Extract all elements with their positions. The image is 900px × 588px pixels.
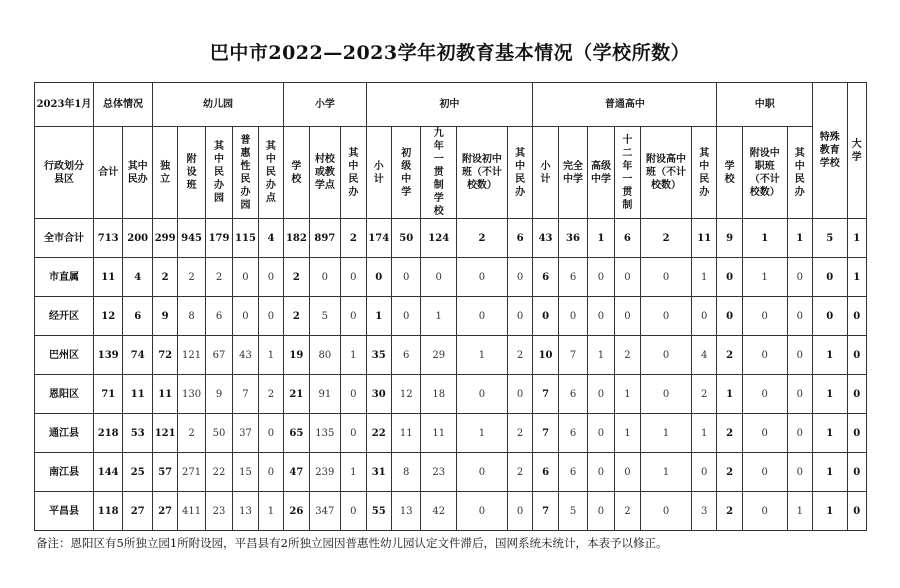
table-cell: 6 bbox=[558, 258, 587, 297]
table-cell: 43 bbox=[533, 219, 558, 258]
group-special bbox=[813, 83, 848, 219]
table-cell: 2 bbox=[507, 453, 532, 492]
table-cell: 0 bbox=[457, 375, 508, 414]
table-cell: 1 bbox=[813, 492, 848, 531]
table-cell: 0 bbox=[717, 258, 742, 297]
table-cell: 299 bbox=[152, 219, 177, 258]
table-cell: 1 bbox=[421, 297, 457, 336]
table-cell: 2 bbox=[717, 453, 742, 492]
table-cell: 0 bbox=[641, 336, 692, 375]
table-cell: 6 bbox=[205, 297, 232, 336]
table-cell: 713 bbox=[93, 219, 122, 258]
table-cell: 0 bbox=[847, 336, 866, 375]
table-cell: 11 bbox=[691, 219, 716, 258]
table-cell: 1 bbox=[588, 336, 614, 375]
table-cell: 6 bbox=[558, 375, 587, 414]
table-cell: 31 bbox=[366, 453, 391, 492]
table-cell: 7 bbox=[533, 375, 558, 414]
table-cell: 179 bbox=[205, 219, 232, 258]
table-cell: 0 bbox=[341, 492, 366, 531]
table-cell: 0 bbox=[847, 492, 866, 531]
column-header-label: 小计 bbox=[373, 160, 384, 185]
table-cell: 124 bbox=[421, 219, 457, 258]
column-header bbox=[691, 127, 716, 219]
column-header-label: 其中民办园 bbox=[214, 141, 225, 204]
table-cell: 19 bbox=[284, 336, 309, 375]
table-cell: 23 bbox=[421, 453, 457, 492]
table-cell: 53 bbox=[123, 414, 152, 453]
region-name: 平昌县 bbox=[35, 492, 94, 531]
table-cell: 1 bbox=[813, 453, 848, 492]
column-header bbox=[178, 127, 205, 219]
table-cell: 0 bbox=[258, 258, 283, 297]
table-row bbox=[35, 453, 867, 492]
table-cell: 0 bbox=[717, 297, 742, 336]
table-cell: 2 bbox=[507, 414, 532, 453]
table-cell: 30 bbox=[366, 375, 391, 414]
table-row bbox=[35, 219, 867, 258]
table-cell: 11 bbox=[123, 375, 152, 414]
column-header bbox=[93, 127, 122, 219]
table-cell: 1 bbox=[691, 258, 716, 297]
table-cell: 12 bbox=[93, 297, 122, 336]
table-cell: 91 bbox=[309, 375, 341, 414]
table-cell: 27 bbox=[123, 492, 152, 531]
column-header-label: 学校 bbox=[724, 160, 735, 185]
table-cell: 2 bbox=[717, 414, 742, 453]
table-cell: 174 bbox=[366, 219, 391, 258]
table-cell: 0 bbox=[258, 297, 283, 336]
table-cell: 7 bbox=[233, 375, 258, 414]
group-vocational: 中职 bbox=[717, 83, 813, 127]
region-name: 经开区 bbox=[35, 297, 94, 336]
table-cell: 0 bbox=[588, 414, 614, 453]
table-cell: 1 bbox=[813, 375, 848, 414]
table-cell: 6 bbox=[533, 258, 558, 297]
table-cell: 2 bbox=[614, 336, 640, 375]
region-label: 行政划分县区 bbox=[43, 160, 84, 185]
table-cell: 130 bbox=[178, 375, 205, 414]
column-header-label: 其中民办 bbox=[794, 147, 805, 198]
column-header-label: 普惠性民办园 bbox=[240, 134, 251, 211]
table-cell: 1 bbox=[847, 219, 866, 258]
table-cell: 8 bbox=[391, 453, 420, 492]
table-cell: 0 bbox=[813, 258, 848, 297]
column-header bbox=[588, 127, 614, 219]
table-cell: 1 bbox=[614, 414, 640, 453]
table-cell: 0 bbox=[366, 258, 391, 297]
table-cell: 0 bbox=[533, 297, 558, 336]
table-cell: 0 bbox=[588, 453, 614, 492]
page-title: 巴中市2022—2023学年初教育基本情况（学校所数） bbox=[209, 42, 691, 64]
table-cell: 50 bbox=[205, 414, 232, 453]
table-cell: 0 bbox=[341, 297, 366, 336]
table-cell: 35 bbox=[366, 336, 391, 375]
table-cell: 26 bbox=[284, 492, 309, 531]
table-cell: 47 bbox=[284, 453, 309, 492]
table-cell: 2 bbox=[178, 258, 205, 297]
table-cell: 10 bbox=[533, 336, 558, 375]
table-cell: 0 bbox=[457, 453, 508, 492]
table-cell: 0 bbox=[341, 414, 366, 453]
table-cell: 0 bbox=[847, 375, 866, 414]
special-label: 特殊教育学校 bbox=[819, 132, 840, 169]
group-senior: 普通高中 bbox=[533, 83, 717, 127]
region-name: 恩阳区 bbox=[35, 375, 94, 414]
table-cell: 4 bbox=[258, 219, 283, 258]
table-cell: 50 bbox=[391, 219, 420, 258]
group-kindergarten: 幼儿园 bbox=[152, 83, 283, 127]
column-header-label: 其中民办 bbox=[127, 160, 148, 185]
table-cell: 0 bbox=[813, 297, 848, 336]
column-header-label: 完全中学 bbox=[563, 160, 583, 185]
table-cell: 9 bbox=[717, 219, 742, 258]
table-cell: 239 bbox=[309, 453, 341, 492]
table-cell: 29 bbox=[421, 336, 457, 375]
table-cell: 0 bbox=[847, 297, 866, 336]
table-cell: 6 bbox=[391, 336, 420, 375]
column-header-label: 附设高中班（不计校数） bbox=[646, 154, 687, 191]
table-cell: 2 bbox=[258, 375, 283, 414]
table-cell: 2 bbox=[341, 219, 366, 258]
column-header bbox=[205, 127, 232, 219]
column-header-label: 高级中学 bbox=[590, 160, 611, 185]
table-cell: 2 bbox=[205, 258, 232, 297]
column-header-label: 其中民办 bbox=[699, 147, 710, 198]
table-cell: 2 bbox=[178, 414, 205, 453]
table-cell: 1 bbox=[258, 492, 283, 531]
table-cell: 411 bbox=[178, 492, 205, 531]
table-cell: 74 bbox=[123, 336, 152, 375]
table-cell: 1 bbox=[787, 492, 812, 531]
table-cell: 1 bbox=[341, 336, 366, 375]
table-cell: 37 bbox=[233, 414, 258, 453]
table-cell: 0 bbox=[641, 258, 692, 297]
table-cell: 0 bbox=[457, 258, 508, 297]
group-junior: 初中 bbox=[366, 83, 533, 127]
table-cell: 0 bbox=[787, 414, 812, 453]
table-cell: 897 bbox=[309, 219, 341, 258]
header-row-groups bbox=[35, 83, 867, 127]
region-name: 通江县 bbox=[35, 414, 94, 453]
table-cell: 0 bbox=[507, 258, 532, 297]
column-header bbox=[152, 127, 177, 219]
table-cell: 2 bbox=[717, 492, 742, 531]
table-cell: 7 bbox=[533, 492, 558, 531]
column-header-label: 其中民办 bbox=[348, 147, 359, 198]
table-cell: 118 bbox=[93, 492, 122, 531]
table-cell: 7 bbox=[533, 414, 558, 453]
table-cell: 18 bbox=[421, 375, 457, 414]
table-cell: 22 bbox=[205, 453, 232, 492]
table-cell: 0 bbox=[691, 297, 716, 336]
table-row bbox=[35, 258, 867, 297]
column-header bbox=[457, 127, 508, 219]
table-cell: 0 bbox=[614, 258, 640, 297]
table-cell: 0 bbox=[742, 453, 787, 492]
table-cell: 43 bbox=[233, 336, 258, 375]
table-cell: 1 bbox=[813, 336, 848, 375]
table-cell: 0 bbox=[787, 375, 812, 414]
table-cell: 144 bbox=[93, 453, 122, 492]
table-cell: 4 bbox=[123, 258, 152, 297]
table-cell: 55 bbox=[366, 492, 391, 531]
table-cell: 11 bbox=[93, 258, 122, 297]
column-header-label: 附设中职班（不计校数） bbox=[749, 147, 780, 198]
table-cell: 12 bbox=[391, 375, 420, 414]
table-cell: 0 bbox=[341, 375, 366, 414]
table-cell: 6 bbox=[533, 453, 558, 492]
column-header bbox=[507, 127, 532, 219]
table-cell: 5 bbox=[558, 492, 587, 531]
table-cell: 0 bbox=[614, 297, 640, 336]
table-cell: 0 bbox=[457, 492, 508, 531]
table-cell: 1 bbox=[341, 453, 366, 492]
table-cell: 945 bbox=[178, 219, 205, 258]
table-row bbox=[35, 375, 867, 414]
table-cell: 2 bbox=[284, 297, 309, 336]
table-cell: 1 bbox=[457, 414, 508, 453]
column-header bbox=[284, 127, 309, 219]
table-cell: 11 bbox=[152, 375, 177, 414]
table-cell: 0 bbox=[742, 297, 787, 336]
table-cell: 1 bbox=[258, 336, 283, 375]
table-cell: 135 bbox=[309, 414, 341, 453]
table-cell: 139 bbox=[93, 336, 122, 375]
table-cell: 0 bbox=[641, 375, 692, 414]
table-cell: 71 bbox=[93, 375, 122, 414]
table-cell: 0 bbox=[391, 297, 420, 336]
footnote: 备注：恩阳区有5所独立园1所附设园，平昌县有2所独立园因普惠性幼儿园认定文件滞后，国网系统未统计，本表予以修正。 bbox=[36, 536, 668, 550]
table-cell: 9 bbox=[205, 375, 232, 414]
statistics-table bbox=[34, 82, 867, 531]
column-header bbox=[309, 127, 341, 219]
table-cell: 5 bbox=[309, 297, 341, 336]
column-header bbox=[366, 127, 391, 219]
table-cell: 0 bbox=[507, 375, 532, 414]
table-cell: 200 bbox=[123, 219, 152, 258]
table-row bbox=[35, 297, 867, 336]
table-cell: 7 bbox=[558, 336, 587, 375]
table-cell: 1 bbox=[641, 414, 692, 453]
table-cell: 0 bbox=[641, 492, 692, 531]
table-cell: 1 bbox=[614, 375, 640, 414]
table-cell: 0 bbox=[258, 453, 283, 492]
year-header: 2023年1月 bbox=[35, 83, 94, 127]
table-cell: 0 bbox=[233, 297, 258, 336]
table-cell: 1 bbox=[787, 219, 812, 258]
table-cell: 65 bbox=[284, 414, 309, 453]
column-header bbox=[258, 127, 283, 219]
group-overall: 总体情况 bbox=[93, 83, 152, 127]
university-label: 大学 bbox=[851, 138, 862, 163]
table-cell: 3 bbox=[691, 492, 716, 531]
column-header-label: 学校 bbox=[291, 160, 302, 185]
table-row bbox=[35, 336, 867, 375]
table-cell: 5 bbox=[813, 219, 848, 258]
column-header bbox=[123, 127, 152, 219]
table-cell: 0 bbox=[847, 414, 866, 453]
column-header bbox=[391, 127, 420, 219]
table-cell: 0 bbox=[391, 258, 420, 297]
table-cell: 0 bbox=[421, 258, 457, 297]
table-cell: 72 bbox=[152, 336, 177, 375]
header-row-columns bbox=[35, 127, 867, 219]
table-cell: 0 bbox=[787, 297, 812, 336]
table-cell: 0 bbox=[588, 492, 614, 531]
table-cell: 271 bbox=[178, 453, 205, 492]
table-cell: 2 bbox=[507, 336, 532, 375]
table-cell: 6 bbox=[558, 453, 587, 492]
table-cell: 0 bbox=[233, 258, 258, 297]
table-cell: 0 bbox=[641, 297, 692, 336]
column-header-label: 附设初中班（不计校数） bbox=[461, 154, 502, 191]
table-cell: 11 bbox=[391, 414, 420, 453]
table-cell: 1 bbox=[588, 219, 614, 258]
table-cell: 80 bbox=[309, 336, 341, 375]
table-row bbox=[35, 492, 867, 531]
table-cell: 0 bbox=[588, 258, 614, 297]
table-cell: 1 bbox=[717, 375, 742, 414]
column-header bbox=[233, 127, 258, 219]
table-cell: 42 bbox=[421, 492, 457, 531]
table-cell: 25 bbox=[123, 453, 152, 492]
table-cell: 22 bbox=[366, 414, 391, 453]
table-cell: 2 bbox=[457, 219, 508, 258]
table-cell: 0 bbox=[787, 258, 812, 297]
table-cell: 1 bbox=[641, 453, 692, 492]
table-cell: 121 bbox=[178, 336, 205, 375]
table-row bbox=[35, 414, 867, 453]
table-cell: 57 bbox=[152, 453, 177, 492]
region-name: 南江县 bbox=[35, 453, 94, 492]
table-cell: 0 bbox=[742, 375, 787, 414]
table-cell: 0 bbox=[258, 414, 283, 453]
table-cell: 0 bbox=[507, 492, 532, 531]
table-cell: 0 bbox=[507, 297, 532, 336]
table-cell: 2 bbox=[717, 336, 742, 375]
column-header-label: 独立 bbox=[160, 160, 171, 185]
table-cell: 1 bbox=[813, 414, 848, 453]
table-cell: 0 bbox=[742, 492, 787, 531]
table-cell: 6 bbox=[507, 219, 532, 258]
table-cell: 0 bbox=[742, 414, 787, 453]
table-cell: 0 bbox=[457, 297, 508, 336]
table-cell: 0 bbox=[588, 297, 614, 336]
table-cell: 2 bbox=[641, 219, 692, 258]
column-header-label: 合计 bbox=[98, 167, 119, 178]
table-cell: 182 bbox=[284, 219, 309, 258]
table-cell: 6 bbox=[614, 219, 640, 258]
table-cell: 1 bbox=[691, 414, 716, 453]
table-cell: 218 bbox=[93, 414, 122, 453]
table-cell: 1 bbox=[742, 219, 787, 258]
table-cell: 9 bbox=[152, 297, 177, 336]
column-header-label: 初级中学 bbox=[401, 147, 412, 198]
group-university bbox=[847, 83, 866, 219]
table-cell: 23 bbox=[205, 492, 232, 531]
table-cell: 2 bbox=[152, 258, 177, 297]
region-name: 全市合计 bbox=[35, 219, 94, 258]
table-cell: 36 bbox=[558, 219, 587, 258]
table-cell: 121 bbox=[152, 414, 177, 453]
column-header bbox=[614, 127, 640, 219]
column-header-label: 村校或教学点 bbox=[314, 154, 335, 191]
table-cell: 13 bbox=[391, 492, 420, 531]
column-header-label: 附设班 bbox=[186, 154, 197, 191]
region-name: 市直属 bbox=[35, 258, 94, 297]
table-cell: 2 bbox=[614, 492, 640, 531]
column-header-label: 十二年一贯制 bbox=[622, 134, 633, 211]
column-header bbox=[787, 127, 812, 219]
column-header bbox=[717, 127, 742, 219]
table-cell: 2 bbox=[691, 375, 716, 414]
column-header bbox=[421, 127, 457, 219]
table-cell: 1 bbox=[847, 258, 866, 297]
table-cell: 4 bbox=[691, 336, 716, 375]
column-header bbox=[641, 127, 692, 219]
table-cell: 6 bbox=[123, 297, 152, 336]
column-header bbox=[533, 127, 558, 219]
table-cell: 8 bbox=[178, 297, 205, 336]
region-name: 巴州区 bbox=[35, 336, 94, 375]
table-cell: 1 bbox=[742, 258, 787, 297]
column-header-label: 九年一贯制学校 bbox=[433, 128, 444, 217]
table-cell: 347 bbox=[309, 492, 341, 531]
table-cell: 0 bbox=[341, 258, 366, 297]
column-header-label: 其中民办 bbox=[515, 147, 526, 198]
table-cell: 6 bbox=[558, 414, 587, 453]
table-cell: 11 bbox=[421, 414, 457, 453]
column-header bbox=[558, 127, 587, 219]
table-cell: 27 bbox=[152, 492, 177, 531]
table-cell: 67 bbox=[205, 336, 232, 375]
column-header bbox=[341, 127, 366, 219]
table-cell: 13 bbox=[233, 492, 258, 531]
table-cell: 2 bbox=[284, 258, 309, 297]
region-header bbox=[35, 127, 94, 219]
column-header-label: 小计 bbox=[540, 160, 551, 185]
table-cell: 0 bbox=[787, 336, 812, 375]
table-cell: 0 bbox=[742, 336, 787, 375]
column-header-label: 其中民办点 bbox=[265, 141, 276, 204]
table-cell: 0 bbox=[691, 453, 716, 492]
table-cell: 15 bbox=[233, 453, 258, 492]
table-cell: 0 bbox=[614, 453, 640, 492]
table-cell: 0 bbox=[588, 375, 614, 414]
table-cell: 0 bbox=[847, 453, 866, 492]
table-cell: 1 bbox=[457, 336, 508, 375]
table-cell: 0 bbox=[787, 453, 812, 492]
column-header bbox=[742, 127, 787, 219]
table-cell: 1 bbox=[366, 297, 391, 336]
table-cell: 0 bbox=[309, 258, 341, 297]
group-primary: 小学 bbox=[284, 83, 366, 127]
table-cell: 21 bbox=[284, 375, 309, 414]
table-cell: 0 bbox=[558, 297, 587, 336]
table-cell: 115 bbox=[233, 219, 258, 258]
